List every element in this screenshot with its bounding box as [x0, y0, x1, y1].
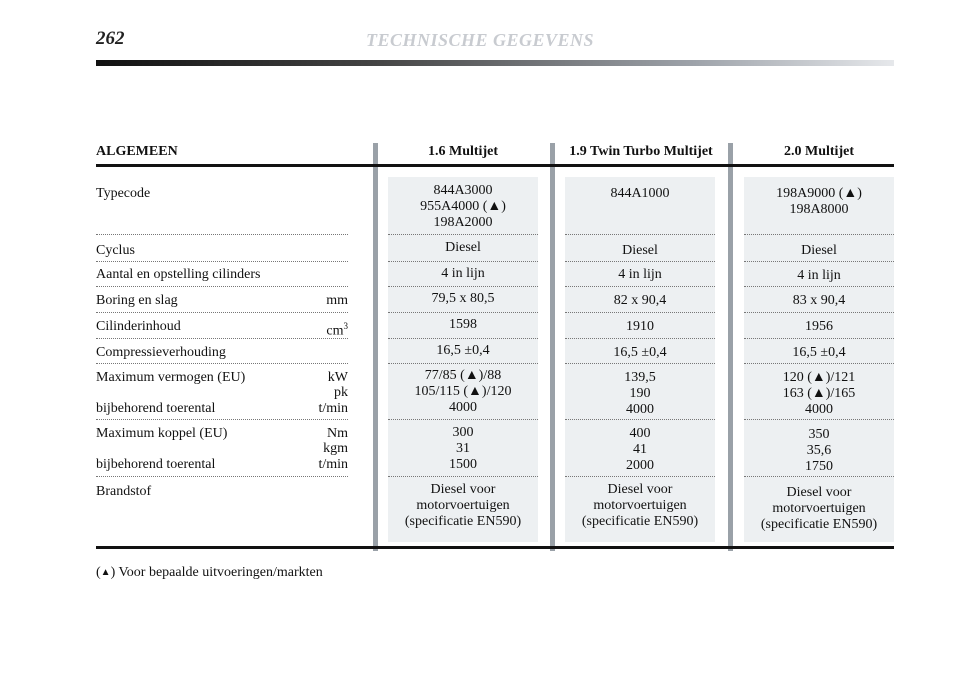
row-separator: [565, 363, 715, 364]
column-divider-2: [550, 143, 555, 551]
col2-bore-stroke: 82 x 90,4: [613, 293, 667, 308]
col1-compression: 16,5 ±0,4: [436, 343, 490, 358]
col1-bore-stroke: 79,5 x 80,5: [431, 291, 495, 306]
header-general: ALGEMEEN: [96, 144, 178, 159]
triangle-icon: ▲: [100, 567, 111, 578]
col3-typecode: 198A9000 (▲) 198A8000: [776, 186, 862, 217]
col3-power: 120 (▲)/121 163 (▲)/165 4000: [782, 370, 856, 417]
unit-torque-kgm: kgm: [323, 441, 348, 456]
label-max-power: Maximum vermogen (EU): [96, 370, 246, 385]
label-bore-stroke: Boring en slag: [96, 293, 178, 308]
col2-cycle: Diesel: [622, 243, 658, 258]
row-separator: [565, 286, 715, 287]
col1-fuel: Diesel voor motorvoertuigen (specificatie EN590): [404, 482, 522, 529]
label-compression: Compressieverhouding: [96, 345, 226, 360]
row-separator: [388, 419, 538, 420]
row-separator: [96, 261, 348, 262]
col1-power: 77/85 (▲)/88 105/115 (▲)/120 4000: [414, 368, 512, 415]
row-separator: [388, 363, 538, 364]
header-col1: 1.6 Multijet: [428, 144, 498, 159]
label-power-rpm: bijbehorend toerental: [96, 401, 216, 416]
row-separator: [96, 312, 348, 313]
row-separator: [388, 338, 538, 339]
col3-compression: 16,5 ±0,4: [792, 345, 846, 360]
col3-cylinders: 4 in lijn: [797, 268, 841, 283]
row-separator: [96, 476, 348, 477]
col2-typecode: 844A1000: [610, 186, 670, 201]
row-separator: [744, 234, 894, 235]
label-typecode: Typecode: [96, 186, 151, 201]
col2-displacement: 1910: [626, 319, 654, 334]
page-title: TECHNISCHE GEGEVENS: [366, 30, 595, 50]
row-separator: [565, 234, 715, 235]
unit-bore-stroke: mm: [326, 293, 348, 308]
page-number: 262: [96, 28, 125, 49]
label-cylinders: Aantal en opstelling cilinders: [96, 267, 261, 282]
unit-power-rpm: t/min: [318, 401, 348, 416]
row-separator: [388, 261, 538, 262]
header-col3: 2.0 Multijet: [784, 144, 854, 159]
col3-displacement: 1956: [805, 319, 833, 334]
row-separator: [388, 234, 538, 235]
col2-cylinders: 4 in lijn: [618, 267, 662, 282]
table-top-rule: [96, 164, 894, 167]
unit-torque-nm: Nm: [327, 426, 348, 441]
col3-torque: 350 35,6 1750: [805, 427, 833, 474]
col2-torque: 400 41 2000: [626, 426, 654, 473]
column-divider-1: [373, 143, 378, 551]
column-divider-3: [728, 143, 733, 551]
col1-cycle: Diesel: [445, 240, 481, 255]
col1-typecode: 844A3000 955A4000 (▲) 198A2000: [420, 183, 506, 230]
label-fuel: Brandstof: [96, 484, 152, 499]
row-separator: [388, 286, 538, 287]
row-separator: [744, 312, 894, 313]
footnote: (▲) Voor bepaalde uitvoeringen/markten: [96, 565, 323, 580]
row-separator: [744, 286, 894, 287]
row-separator: [565, 261, 715, 262]
row-separator: [744, 476, 894, 477]
row-separator: [744, 419, 894, 420]
col3-bore-stroke: 83 x 90,4: [792, 293, 846, 308]
row-separator: [388, 312, 538, 313]
col2-fuel: Diesel voor motorvoertuigen (specificatie EN590): [581, 482, 699, 529]
table-bottom-rule: [96, 546, 894, 549]
footnote-text: Voor bepaalde uitvoeringen/markten: [118, 565, 323, 580]
row-separator: [96, 286, 348, 287]
col3-fuel: Diesel voor motorvoertuigen (specificatie EN590): [760, 485, 878, 532]
label-torque-rpm: bijbehorend toerental: [96, 457, 216, 472]
col3-cycle: Diesel: [801, 243, 837, 258]
row-separator: [96, 363, 348, 364]
row-separator: [96, 338, 348, 339]
row-separator: [96, 419, 348, 420]
label-max-torque: Maximum koppel (EU): [96, 426, 228, 441]
row-separator: [565, 312, 715, 313]
row-separator: [565, 476, 715, 477]
unit-power-pk: pk: [334, 385, 348, 400]
unit-torque-rpm: t/min: [318, 457, 348, 472]
col2-compression: 16,5 ±0,4: [613, 345, 667, 360]
header-col2: 1.9 Twin Turbo Multijet: [569, 144, 713, 159]
unit-displacement: $cm^3$: [326, 321, 348, 339]
row-separator: [565, 419, 715, 420]
label-displacement: Cilinderinhoud: [96, 319, 181, 334]
col1-displacement: 1598: [449, 317, 477, 332]
row-separator: [565, 338, 715, 339]
row-separator: [388, 476, 538, 477]
row-separator: [96, 234, 348, 235]
unit-power-kw: kW: [327, 370, 348, 385]
row-separator: [744, 338, 894, 339]
label-cycle: Cyclus: [96, 243, 135, 258]
col1-cylinders: 4 in lijn: [441, 266, 485, 281]
row-separator: [744, 363, 894, 364]
row-separator: [744, 261, 894, 262]
header-rule: [96, 60, 894, 66]
col1-torque: 300 31 1500: [449, 425, 477, 472]
col2-power: 139,5 190 4000: [624, 370, 656, 417]
